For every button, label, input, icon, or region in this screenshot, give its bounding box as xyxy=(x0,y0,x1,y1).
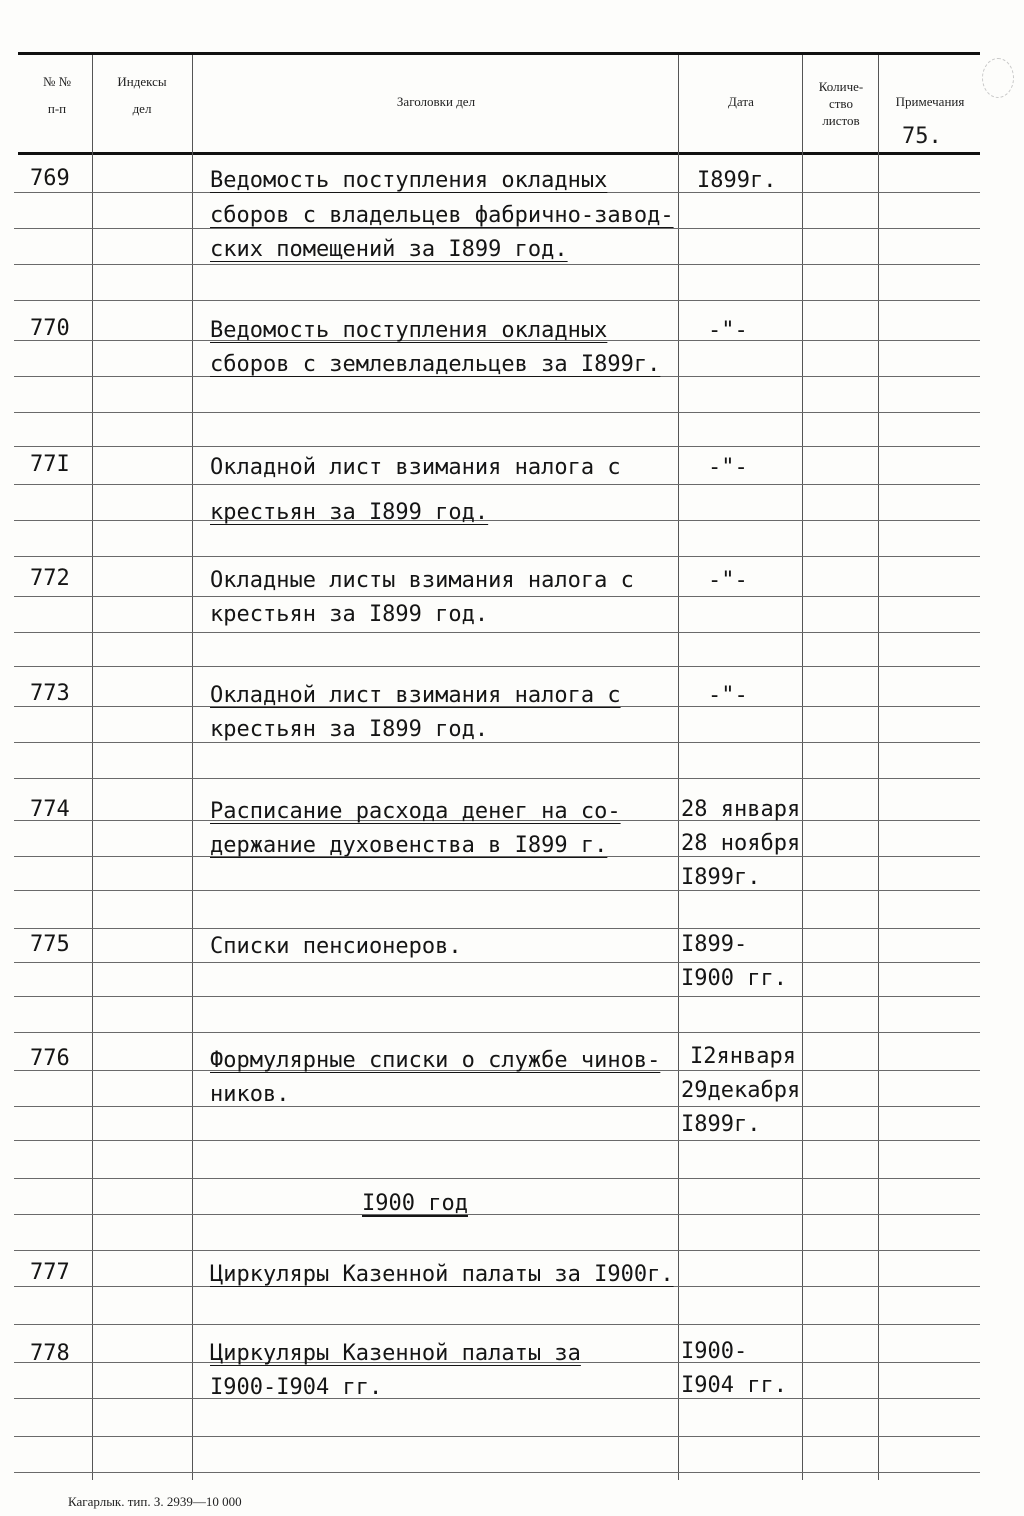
entry-date-line: I904 гг. xyxy=(681,1373,787,1398)
entry-number: 778 xyxy=(30,1341,70,1366)
entry-title-line: Расписание расхода денег на со- xyxy=(210,799,621,824)
column-divider xyxy=(678,55,679,1480)
section-year-title: I900 год xyxy=(362,1191,468,1216)
header-count-column xyxy=(804,78,878,129)
entry-date-line: -"- xyxy=(708,318,748,343)
entry-date-line: I899- xyxy=(681,932,748,957)
entry-title-line: крестьян за I899 год. xyxy=(210,717,489,742)
entry-date-line: I2января xyxy=(690,1044,796,1069)
ruled-line xyxy=(14,890,980,891)
ruled-line xyxy=(14,412,980,413)
entry-date-line: I900 гг. xyxy=(681,966,787,991)
entry-date-line: 29декабря xyxy=(681,1078,801,1103)
entry-number: 769 xyxy=(30,166,70,191)
faded-stamp xyxy=(982,58,1014,98)
header-count-line3: листов xyxy=(822,113,860,128)
ruled-line xyxy=(14,1398,980,1399)
entry-title-line: крестьян за I899 год. xyxy=(210,602,489,627)
header-index-line2: дел xyxy=(132,101,152,116)
entry-title-line: Окладные листы взимания налога с xyxy=(210,568,634,593)
ruled-line xyxy=(14,484,980,485)
entry-number: 774 xyxy=(30,797,70,822)
column-divider xyxy=(802,55,803,1480)
entry-number: 770 xyxy=(30,316,70,341)
entry-title-line: держание духовенства в I899 г. xyxy=(210,833,608,858)
ruled-line xyxy=(14,1140,980,1141)
entry-title-line: сборов с землевладельцев за I899г. xyxy=(210,352,661,377)
entry-date-line: 28 ноября xyxy=(681,831,801,856)
entry-date-line: I899г. xyxy=(681,1112,761,1137)
ruled-line xyxy=(14,928,980,929)
ruled-line xyxy=(14,1436,980,1437)
ruled-line xyxy=(14,1106,980,1107)
ruled-line xyxy=(14,778,980,779)
ruled-line xyxy=(14,742,980,743)
ruled-line xyxy=(14,962,980,963)
printer-imprint: Кагарлык. тип. З. 2939—10 000 xyxy=(68,1494,242,1509)
ruled-line xyxy=(14,1324,980,1325)
entry-title-line: Окладной лист взимания налога с xyxy=(210,455,621,480)
entry-title-line: ских помещений за I899 год. xyxy=(210,237,568,262)
header-number-line2: п-п xyxy=(47,101,67,116)
entry-date-line: -"- xyxy=(708,455,748,480)
header-index-line1: Индексы xyxy=(117,74,167,89)
ruled-line xyxy=(14,1472,980,1473)
table-top-border xyxy=(18,52,980,55)
header-count-line1: Количе- xyxy=(818,79,864,94)
ruled-line xyxy=(14,228,980,229)
ruled-line xyxy=(14,632,980,633)
entry-title-line: Циркуляры Казенной палаты за xyxy=(210,1341,581,1366)
entry-title-line: Ведомость поступления окладных xyxy=(210,318,608,343)
entry-title-line: Циркуляры Казенной палаты за I900г. xyxy=(210,1262,674,1287)
entry-title-line: I900-I904 гг. xyxy=(210,1375,383,1400)
column-divider xyxy=(192,55,193,1480)
entry-number: 776 xyxy=(30,1046,70,1071)
ruled-line xyxy=(14,264,980,265)
ruled-line xyxy=(14,556,980,557)
entry-title-line: Формулярные списки о службе чинов- xyxy=(210,1048,661,1073)
ruled-line xyxy=(14,1178,980,1179)
entry-date-line: 28 января xyxy=(681,797,801,822)
entry-date-line: I899г. xyxy=(681,865,761,890)
entry-title-line: ников. xyxy=(210,1082,290,1107)
entry-date-line: I900- xyxy=(681,1339,748,1364)
column-divider xyxy=(92,55,93,1480)
header-number-column xyxy=(22,72,92,118)
header-bottom-border xyxy=(18,152,980,155)
ruled-line xyxy=(14,596,980,597)
entry-title-line: крестьян за I899 год. xyxy=(210,500,489,525)
ruled-line xyxy=(14,446,980,447)
entry-date-line: -"- xyxy=(708,568,748,593)
ruled-line xyxy=(14,300,980,301)
header-notes-column: Примечания xyxy=(895,94,965,109)
entry-title-line: Списки пенсионеров. xyxy=(210,934,462,959)
entry-title-line: Окладной лист взимания налога с xyxy=(210,683,621,708)
ruled-line xyxy=(14,1250,980,1251)
entry-number: 77I xyxy=(30,452,70,477)
entry-number: 773 xyxy=(30,681,70,706)
ruled-line xyxy=(14,520,980,521)
entry-date-line: I899г. xyxy=(697,168,777,193)
column-divider xyxy=(878,55,879,1480)
header-number-line1: № № xyxy=(42,74,72,89)
entry-title-line: сборов с владельцев фабрично-завод- xyxy=(210,203,674,228)
ruled-line xyxy=(14,666,980,667)
header-count-line2: ство xyxy=(828,96,853,111)
entry-date-line: -"- xyxy=(708,683,748,708)
ruled-line xyxy=(14,996,980,997)
header-title-column: Заголовки дел xyxy=(396,94,476,109)
entry-number: 775 xyxy=(30,932,70,957)
entry-title-line: Ведомость поступления окладных xyxy=(210,168,608,193)
header-date-column: Дата xyxy=(728,94,754,109)
header-index-column xyxy=(94,72,190,118)
ruled-line xyxy=(14,1214,980,1215)
ruled-line xyxy=(14,1032,980,1033)
entry-number: 777 xyxy=(30,1260,70,1285)
page-number: 75. xyxy=(902,124,942,149)
entry-number: 772 xyxy=(30,566,70,591)
